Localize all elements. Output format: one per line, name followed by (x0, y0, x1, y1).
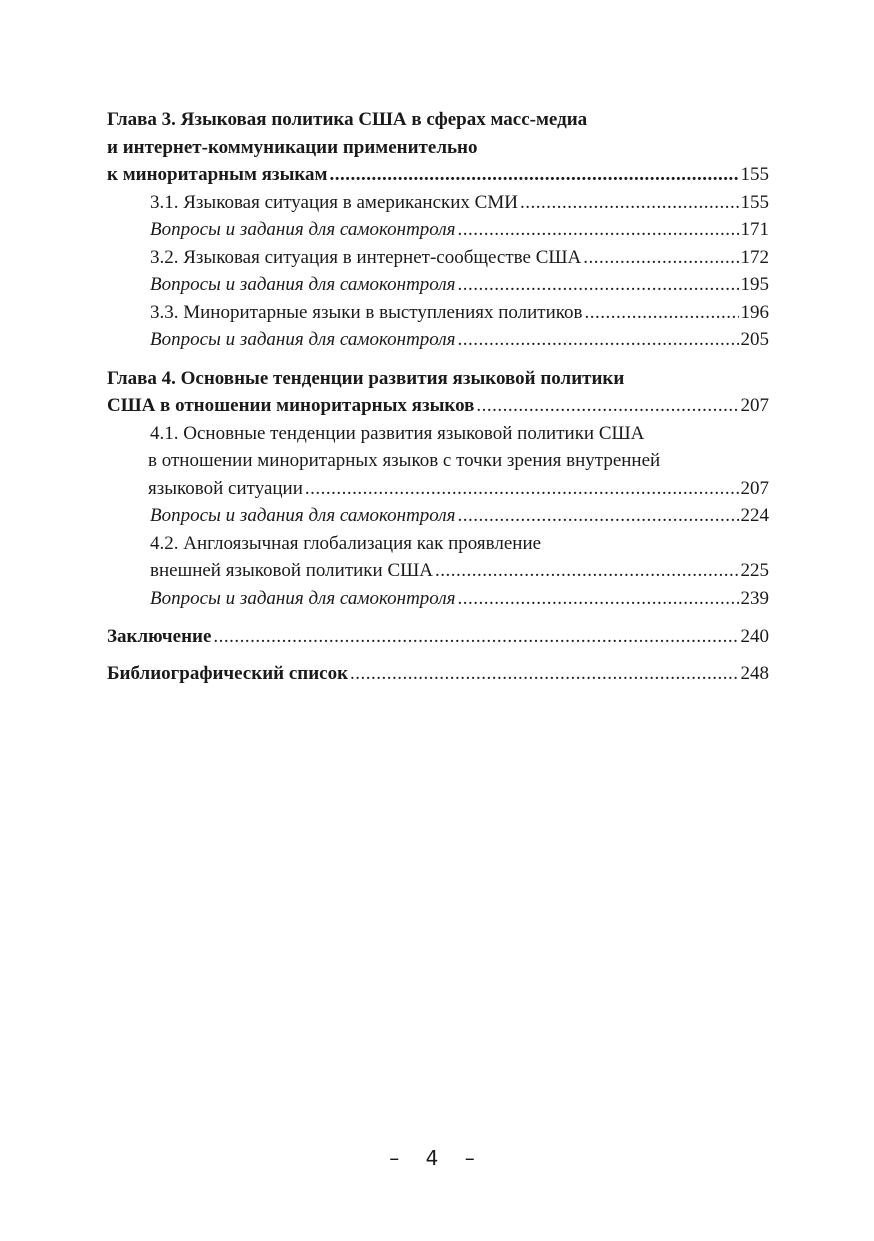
toc-page-number: 155 (740, 164, 769, 185)
toc-entry-title-line: в отношении миноритарных языков с точки зрения внутренней (148, 450, 661, 471)
toc-chapter-4[interactable] (107, 365, 769, 420)
toc-entry-title-line: внешней языковой политики США (150, 560, 434, 581)
toc-entry-title-line: 4.1. Основные тенденции развития языковой политики США (150, 422, 645, 444)
toc-entry-title: Вопросы и задания для самоконтроля (150, 587, 456, 609)
toc-page-number: 155 (740, 191, 769, 213)
toc-entry-title-line: 4.2. Англоязычная глобализация как проявление (150, 532, 542, 554)
toc-entry-title: 3.2. Языковая ситуация в интернет-сообществе США (150, 246, 582, 268)
toc-chapter-3[interactable] (107, 106, 769, 189)
toc-bibliography[interactable] (107, 660, 769, 688)
dot-leader (457, 271, 738, 299)
toc-page-number: 207 (740, 477, 769, 499)
table-of-contents (107, 106, 769, 687)
dot-leader (457, 216, 738, 244)
dot-leader (457, 585, 738, 613)
toc-questions-3-3[interactable] (107, 326, 769, 354)
toc-entry-title-line: и интернет-коммуникации применительно (107, 136, 478, 158)
toc-entry-title-line: Глава 3. Языковая политика США в сферах масс-медиа (107, 109, 588, 130)
dot-leader (476, 392, 738, 420)
toc-page-number: 248 (740, 662, 769, 684)
toc-entry-title: Библиографический список (107, 662, 349, 684)
toc-entry-title-line: США в отношении миноритарных языков (107, 395, 475, 416)
toc-section-4-2[interactable] (107, 530, 769, 585)
toc-section-3-2[interactable] (107, 244, 769, 272)
toc-entry-title-line: к миноритарным языкам (107, 164, 328, 185)
toc-conclusion[interactable] (107, 623, 769, 651)
spacer (107, 612, 769, 623)
toc-page-number: 196 (740, 301, 769, 323)
page-number-footer: – 4 – (389, 1146, 485, 1170)
dot-leader (330, 161, 739, 189)
dot-leader (457, 326, 738, 354)
toc-entry-title: Вопросы и задания для самоконтроля (150, 329, 456, 350)
dot-leader (457, 502, 738, 530)
toc-entry-title: Вопросы и задания для самоконтроля (150, 219, 456, 240)
toc-section-3-3[interactable] (107, 299, 769, 327)
toc-page-number: 172 (740, 246, 769, 268)
dot-leader (585, 299, 739, 327)
toc-questions-4-1[interactable] (107, 502, 769, 530)
dot-leader (583, 244, 738, 272)
toc-questions-3-1[interactable] (107, 216, 769, 244)
toc-entry-title: 3.3. Миноритарные языки в выступлениях политиков (150, 301, 583, 323)
toc-entry-title: Вопросы и задания для самоконтроля (150, 274, 456, 295)
toc-entry-title: Вопросы и задания для самоконтроля (150, 505, 456, 526)
toc-section-3-1[interactable] (107, 189, 769, 217)
spacer (107, 651, 769, 660)
toc-questions-3-2[interactable] (107, 271, 769, 299)
spacer (107, 354, 769, 365)
toc-page-number: 207 (740, 395, 769, 416)
toc-questions-4-2[interactable] (107, 585, 769, 613)
dot-leader (350, 660, 738, 688)
toc-entry-title: 3.1. Языковая ситуация в американских СМИ (150, 191, 518, 213)
toc-page-number: 224 (740, 505, 769, 526)
dot-leader (435, 557, 738, 585)
toc-entry-title-line: языковой ситуации (148, 477, 303, 499)
toc-page-number: 205 (740, 329, 769, 350)
toc-page-number: 171 (740, 219, 769, 240)
dot-leader (520, 189, 739, 217)
dot-leader (305, 475, 739, 503)
dot-leader (213, 623, 738, 651)
toc-entry-title-line: Глава 4. Основные тенденции развития языковой политики (107, 367, 625, 389)
toc-entry-title: Заключение (107, 626, 212, 647)
toc-page-number: 225 (740, 560, 769, 581)
toc-page-number: 240 (740, 626, 769, 647)
toc-page-number: 239 (740, 587, 769, 609)
toc-section-4-1[interactable] (107, 420, 769, 503)
toc-page-number: 195 (740, 274, 769, 295)
